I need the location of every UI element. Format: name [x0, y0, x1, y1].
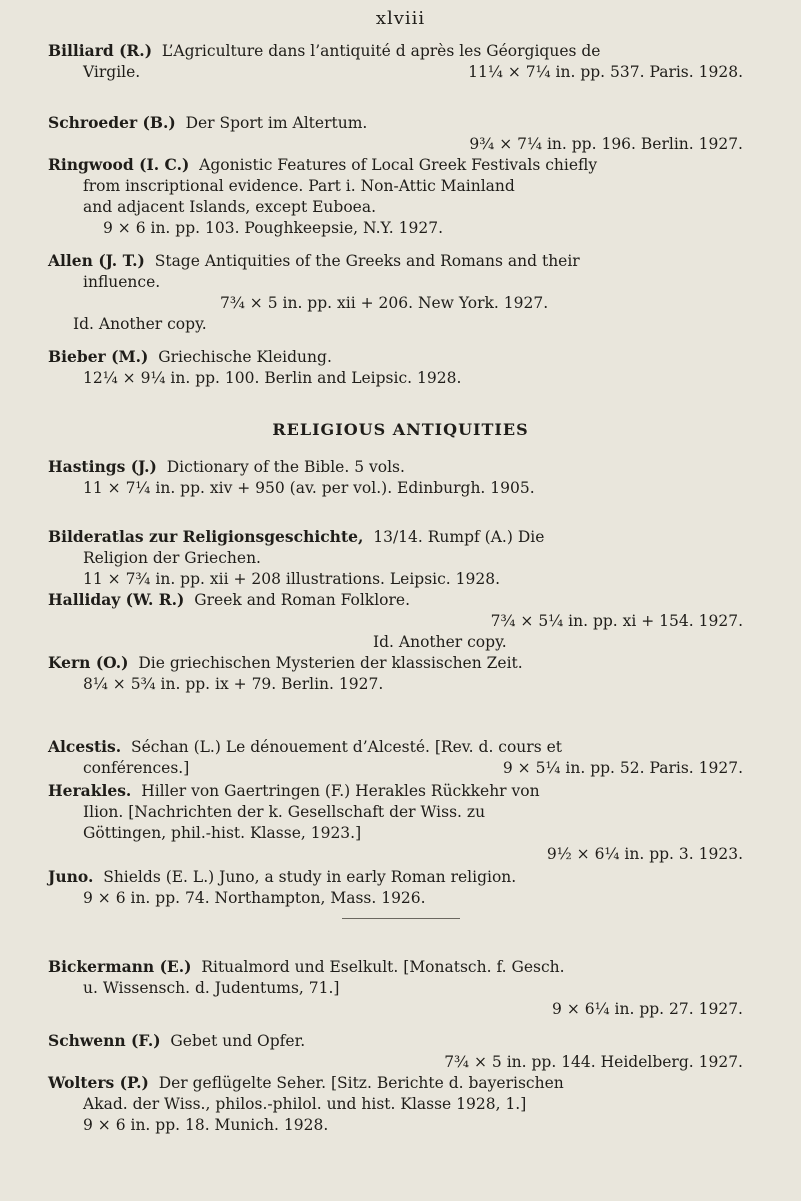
entry-title-cont: from inscriptional evidence. Part i. Non-Attic Mainland	[83, 177, 515, 195]
page-number: xlviii	[375, 8, 426, 29]
bibliography-entry	[48, 589, 761, 653]
entry-subject: Juno.	[48, 867, 94, 886]
entry-details: 9 × 6 in. pp. 74. Northampton, Mass. 1926.	[83, 889, 426, 907]
bibliography-entry	[48, 1030, 761, 1073]
entry-author: Bilderatlas zur Religionsgeschichte,	[48, 527, 364, 546]
entry-title-cont: Virgile.	[83, 63, 141, 81]
entry-title: Der Sport im Altertum.	[185, 114, 368, 132]
bibliography-entry	[48, 1072, 761, 1136]
entry-title: Ritualmord und Eselkult. [Monatsch. f. Gesch.	[201, 958, 565, 976]
bibliography-entry	[48, 40, 761, 83]
entry-details: 9 × 6 in. pp. 18. Munich. 1928.	[83, 1116, 329, 1134]
entry-details: 9 × 5¼ in. pp. 52. Paris. 1927.	[502, 759, 743, 777]
bibliography-entry	[48, 112, 761, 155]
entry-details: 9½ × 6¼ in. pp. 3. 1923.	[546, 845, 743, 863]
entry-author: Hastings (J.)	[48, 457, 157, 476]
bibliography-entry	[48, 956, 761, 1020]
entry-details: 11¼ × 7¼ in. pp. 537. Paris. 1928.	[468, 63, 743, 81]
bibliography-entry	[48, 154, 761, 239]
entry-details: 7¾ × 5 in. pp. 144. Heidelberg. 1927.	[444, 1053, 743, 1071]
entry-author: Billiard (R.)	[48, 41, 153, 60]
entry-author: Bieber (M.)	[48, 347, 149, 366]
entry-details: 11 × 7¼ in. pp. xiv + 950 (av. per vol.). Edinburgh. 1905.	[83, 479, 535, 497]
entry-title: L’Agriculture dans l’antiquité d après les Géorgiques de	[161, 42, 601, 60]
entry-author: Allen (J. T.)	[48, 251, 145, 270]
divider	[342, 918, 460, 919]
entry-title: Séchan (L.) Le dénouement d’Alcesté. [Rev. d. cours et	[130, 738, 562, 756]
entry-details: 7¾ × 5 in. pp. xii + 206. New York. 1927.	[220, 294, 549, 312]
entry-details: 11 × 7¾ in. pp. xii + 208 illustrations. Leipsic. 1928.	[83, 570, 501, 588]
entry-author: Bickermann (E.)	[48, 957, 192, 976]
section-heading: RELIGIOUS ANTIQUITIES	[272, 420, 529, 439]
entry-title-cont: influence.	[83, 273, 161, 291]
entry-title-cont: conférences.]	[83, 759, 190, 777]
bibliography-entry	[48, 456, 761, 499]
entry-details: 9 × 6 in. pp. 103. Poughkeepsie, N.Y. 1927.	[103, 219, 444, 237]
entry-details: 7¾ × 5¼ in. pp. xi + 154. 1927.	[490, 612, 743, 630]
bibliography-entry	[48, 346, 761, 389]
entry-copy-note: Id. Another copy.	[73, 315, 207, 333]
entry-title-cont: Ilion. [Nachrichten der k. Gesellschaft der Wiss. zu	[83, 803, 486, 821]
entry-title-cont: and adjacent Islands, except Euboea.	[83, 198, 377, 216]
entry-title: Die griechischen Mysterien der klassischen Zeit.	[138, 654, 523, 672]
entry-title: Dictionary of the Bible. 5 vols.	[166, 458, 405, 476]
entry-title: Griechische Kleidung.	[158, 348, 332, 366]
entry-title: Hiller von Gaertringen (F.) Herakles Rückkehr von	[141, 782, 540, 800]
entry-title: Der geflügelte Seher. [Sitz. Berichte d. bayerischen	[158, 1074, 564, 1092]
entry-author: Halliday (W. R.)	[48, 590, 185, 609]
entry-title: 13/14. Rumpf (A.) Die	[373, 528, 545, 546]
entry-title-cont: u. Wissensch. d. Judentums, 71.]	[83, 979, 340, 997]
entry-title: Stage Antiquities of the Greeks and Romans and their	[154, 252, 580, 270]
entry-details: 8¼ × 5¾ in. pp. ix + 79. Berlin. 1927.	[83, 675, 384, 693]
entry-subject: Herakles.	[48, 781, 132, 800]
entry-copy-note: Id. Another copy.	[373, 633, 507, 651]
entry-author: Schwenn (F.)	[48, 1031, 161, 1050]
entry-title: Agonistic Features of Local Greek Festivals chiefly	[199, 156, 598, 174]
entry-details: 12¼ × 9¼ in. pp. 100. Berlin and Leipsic. 1928.	[83, 369, 462, 387]
entry-author: Schroeder (B.)	[48, 113, 176, 132]
entry-author: Ringwood (I. C.)	[48, 155, 190, 174]
entry-title-cont: Akad. der Wiss., philos.-philol. und hist. Klasse 1928, 1.]	[83, 1095, 527, 1113]
bibliography-entry	[48, 526, 761, 590]
bibliography-entry	[48, 250, 761, 335]
bibliography-entry	[48, 652, 761, 695]
entry-subject: Alcestis.	[48, 737, 122, 756]
entry-details: 9¾ × 7¼ in. pp. 196. Berlin. 1927.	[469, 135, 743, 153]
entry-title: Shields (E. L.) Juno, a study in early Roman religion.	[103, 868, 517, 886]
entry-title-cont: Göttingen, phil.-hist. Klasse, 1923.]	[83, 824, 362, 842]
bibliography-entry	[48, 780, 761, 865]
bibliography-entry	[48, 866, 761, 909]
entry-title-cont: Religion der Griechen.	[83, 549, 261, 567]
entry-details: 9 × 6¼ in. pp. 27. 1927.	[552, 1000, 743, 1018]
entry-title: Gebet und Opfer.	[170, 1032, 306, 1050]
entry-author: Wolters (P.)	[48, 1073, 149, 1092]
entry-title: Greek and Roman Folklore.	[194, 591, 411, 609]
bibliography-entry	[48, 736, 761, 779]
entry-author: Kern (O.)	[48, 653, 129, 672]
